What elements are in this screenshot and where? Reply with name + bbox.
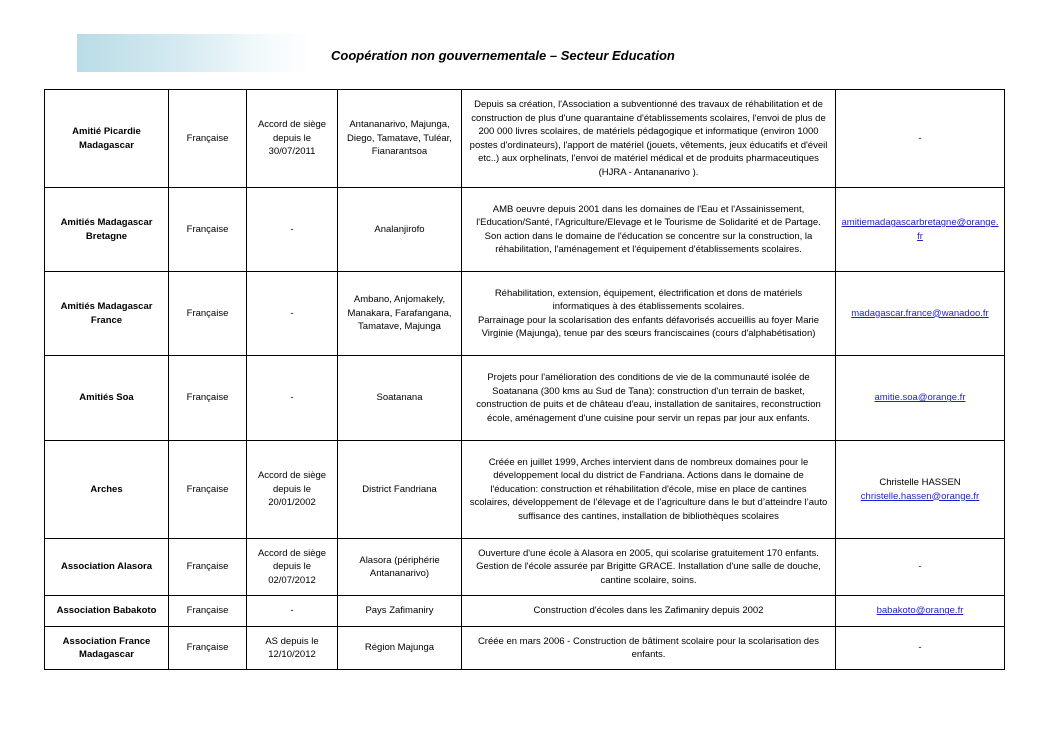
- org-nationality: Française: [169, 539, 247, 596]
- org-contact: [836, 188, 1005, 272]
- page-title: Coopération non gouvernementale – Secteur Education: [331, 48, 675, 63]
- org-nationality: Française: [169, 596, 247, 627]
- org-name: Amitié Picardie Madagascar: [45, 90, 169, 188]
- table-row: [45, 539, 1005, 596]
- org-nationality: Française: [169, 272, 247, 356]
- org-description: Construction d'écoles dans les Zafimaniry depuis 2002: [462, 596, 836, 627]
- org-agreement: -: [247, 272, 338, 356]
- table-row: [45, 188, 1005, 272]
- org-name: Association Alasora: [45, 539, 169, 596]
- contact-value: -: [918, 561, 922, 573]
- table-row: [45, 627, 1005, 670]
- org-name: Arches: [45, 441, 169, 539]
- org-description: Créée en juillet 1999, Arches intervient dans de nombreux domaines pour le développement local du district de Fandriana. Actions dans le domaine de l'éducation: construction et réhabilitation d'école, mise en place de cantines scolaires, développement de l’élevage et de l’agriculture dans le but d’atteindre l’auto suffisance des cantines, installation de bibliothèques scolaires: [462, 441, 836, 539]
- org-name: Amitiés Madagascar Bretagne: [45, 188, 169, 272]
- org-description: Créée en mars 2006 - Construction de bâtiment scolaire pour la scolarisation des enfants.: [462, 627, 836, 670]
- org-locations: Pays Zafimaniry: [338, 596, 462, 627]
- table-row: [45, 90, 1005, 188]
- org-name: Amitiés Madagascar France: [45, 272, 169, 356]
- org-nationality: Française: [169, 441, 247, 539]
- org-nationality: Française: [169, 627, 247, 670]
- table-row: [45, 356, 1005, 441]
- header-banner: [77, 34, 313, 72]
- org-contact: [836, 272, 1005, 356]
- org-name: Association France Madagascar: [45, 627, 169, 670]
- org-contact: [836, 539, 1005, 596]
- table-row: [45, 441, 1005, 539]
- org-agreement: -: [247, 188, 338, 272]
- org-contact: [836, 441, 1005, 539]
- ngo-table: [44, 89, 1005, 670]
- org-agreement: -: [247, 356, 338, 441]
- contact-email-link[interactable]: amitiemadagascarbretagne@orange.fr: [841, 217, 999, 242]
- org-agreement: Accord de siège depuis le 20/01/2002: [247, 441, 338, 539]
- table-row: [45, 596, 1005, 627]
- org-description: Projets pour l'amélioration des conditions de vie de la communauté isolée de Soatanana (300 kms au Sud de Tana): construction d'un terrain de basket, construction de puits et de château d'eau, installation de sanitaires, reconstruction école, aménagement d'une cuisine pour servir un repas par jour aux enfants.: [462, 356, 836, 441]
- org-nationality: Française: [169, 90, 247, 188]
- org-locations: Région Majunga: [338, 627, 462, 670]
- org-agreement: Accord de siège depuis le 02/07/2012: [247, 539, 338, 596]
- org-nationality: Française: [169, 356, 247, 441]
- contact-person: Christelle HASSEN: [879, 477, 961, 488]
- org-locations: Antananarivo, Majunga, Diego, Tamatave, Tuléar, Fianarantsoa: [338, 90, 462, 188]
- org-locations: Alasora (périphérie Antananarivo): [338, 539, 462, 596]
- org-nationality: Française: [169, 188, 247, 272]
- org-name: Amitiés Soa: [45, 356, 169, 441]
- org-agreement: Accord de siège depuis le 30/07/2011: [247, 90, 338, 188]
- org-locations: Analanjirofo: [338, 188, 462, 272]
- org-agreement: -: [247, 596, 338, 627]
- org-description: Depuis sa création, l'Association a subventionné des travaux de réhabilitation et de construction de plus d'une quarantaine d'établissements scolaires, l'envoi de plus de 200 000 livres scolaires, de matériels pédagogique et informatique (environ 1000 postes d'ordinateurs), l'apport de matériel (jouets, vêtements, jeux éducatifs et d'éveil etc..) aux orphelinats, l'envoi de matériel médical et de produits pharmaceutiques (HJRA - Antananarivo ).: [462, 90, 836, 188]
- org-contact: [836, 356, 1005, 441]
- contact-email-link[interactable]: madagascar.france@wanadoo.fr: [851, 307, 989, 319]
- contact-value: -: [918, 642, 922, 654]
- contact-value: -: [918, 132, 922, 144]
- org-contact: [836, 90, 1005, 188]
- org-name: Association Babakoto: [45, 596, 169, 627]
- org-description: Réhabilitation, extension, équipement, électrification et dons de matériels informatiques à des établissements scolaires. Parrainage pour la scolarisation des enfants défavorisés accueillis au foyer Marie Virginie (Majunga), tenue par des sœurs franciscaines (cours d'alphabétisation): [462, 272, 836, 356]
- org-locations: Soatanana: [338, 356, 462, 441]
- contact-email-link[interactable]: babakoto@orange.fr: [876, 605, 964, 617]
- org-agreement: AS depuis le 12/10/2012: [247, 627, 338, 670]
- org-description: Ouverture d'une école à Alasora en 2005, qui scolarise gratuitement 170 enfants. Gestion de l'école assurée par Brigitte GRACE. Installation d'une salle de douche, cantine scolaire, soins.: [462, 539, 836, 596]
- org-locations: District Fandriana: [338, 441, 462, 539]
- org-description: AMB oeuvre depuis 2001 dans les domaines de l'Eau et l'Assainissement, l'Education/Santé, l'Agriculture/Elevage et le Tourisme de Solidarité et de Partage. Son action dans le domaine de l'éducation se concentre sur la construction, la réhabilitation, l'aménagement et l'équipement d'établissements scolaires.: [462, 188, 836, 272]
- contact-email-link[interactable]: amitie.soa@orange.fr: [874, 392, 966, 404]
- org-contact: [836, 596, 1005, 627]
- org-locations: Ambano, Anjomakely, Manakara, Farafangana, Tamatave, Majunga: [338, 272, 462, 356]
- org-contact: [836, 627, 1005, 670]
- contact-email-link[interactable]: christelle.hassen@orange.fr: [860, 490, 980, 502]
- table-row: [45, 272, 1005, 356]
